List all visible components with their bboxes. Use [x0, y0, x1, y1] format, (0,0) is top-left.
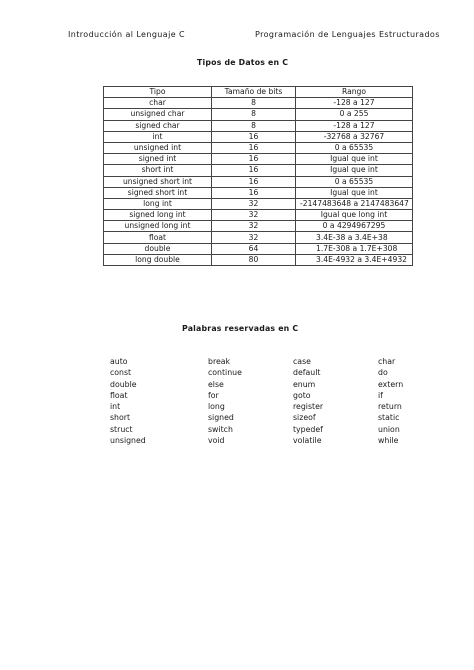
- bits-cell: 16: [212, 187, 296, 198]
- keyword: break: [208, 357, 231, 366]
- bits-cell: 16: [212, 165, 296, 176]
- bits-cell: 80: [212, 254, 296, 265]
- bits-cell: 32: [212, 198, 296, 209]
- type-cell: unsigned int: [104, 142, 212, 153]
- bits-cell: 8: [212, 109, 296, 120]
- table-row: [104, 176, 413, 187]
- keyword: for: [208, 390, 219, 400]
- keyword: default: [293, 368, 321, 378]
- range-cell: 3.4E-38 a 3.4E+38: [296, 232, 413, 243]
- type-cell: int: [104, 131, 212, 142]
- table-row: [104, 109, 413, 120]
- keyword: unsigned: [110, 436, 146, 446]
- keyword: return: [378, 402, 402, 412]
- type-cell: char: [104, 98, 212, 109]
- keyword: register: [293, 402, 324, 412]
- column-header: Tipo: [104, 87, 212, 98]
- keyword: typedef: [293, 424, 323, 434]
- keyword: signed: [208, 413, 234, 423]
- keyword: goto: [293, 390, 311, 400]
- table-row: [104, 254, 413, 265]
- keyword: union: [378, 424, 400, 434]
- keywords-grid: [110, 356, 438, 446]
- type-cell: signed long int: [104, 210, 212, 221]
- keyword: extern: [378, 379, 404, 389]
- keyword: while: [378, 436, 399, 446]
- type-cell: long int: [104, 198, 212, 209]
- type-cell: unsigned short int: [104, 176, 212, 187]
- bits-cell: 16: [212, 142, 296, 153]
- range-cell: 3.4E-4932 a 3.4E+4932: [296, 254, 413, 265]
- range-cell: 0 a 4294967295: [296, 221, 413, 232]
- bits-cell: 32: [212, 232, 296, 243]
- range-cell: -2147483648 a 2147483647: [296, 198, 413, 209]
- type-cell: unsigned char: [104, 109, 212, 120]
- data-types-table: [103, 86, 413, 266]
- table-row: [104, 131, 413, 142]
- range-cell: 1.7E-308 a 1.7E+308: [296, 243, 413, 254]
- keywords-title: Palabras reservadas en C: [182, 324, 299, 333]
- range-cell: Igual que int: [296, 154, 413, 165]
- type-cell: signed short int: [104, 187, 212, 198]
- table-row: [104, 243, 413, 254]
- range-cell: 0 a 65535: [296, 142, 413, 153]
- keyword: static: [378, 413, 400, 423]
- table-row: [104, 232, 413, 243]
- type-cell: long double: [104, 254, 212, 265]
- bits-cell: 16: [212, 154, 296, 165]
- types-table-title: Tipos de Datos en C: [197, 58, 289, 67]
- keyword: const: [110, 368, 132, 378]
- type-cell: short int: [104, 165, 212, 176]
- type-cell: unsigned long int: [104, 221, 212, 232]
- header-left: Introducción al Lenguaje C: [68, 30, 185, 39]
- keyword: else: [208, 379, 224, 389]
- bits-cell: 16: [212, 131, 296, 142]
- keyword: char: [378, 357, 396, 366]
- bits-cell: 64: [212, 243, 296, 254]
- table-row: [104, 187, 413, 198]
- table-header-row: [104, 87, 413, 98]
- keyword: switch: [208, 424, 233, 434]
- keyword: struct: [110, 424, 133, 434]
- range-cell: -128 a 127: [296, 120, 413, 131]
- keyword: enum: [293, 379, 316, 389]
- table-row: [104, 165, 413, 176]
- range-cell: Igual que int: [296, 187, 413, 198]
- table-row: [104, 154, 413, 165]
- range-cell: Igual que long int: [296, 210, 413, 221]
- keyword: void: [208, 436, 225, 446]
- table-row: [104, 120, 413, 131]
- type-cell: double: [104, 243, 212, 254]
- type-cell: signed char: [104, 120, 212, 131]
- bits-cell: 32: [212, 210, 296, 221]
- table-row: [104, 221, 413, 232]
- range-cell: -32768 a 32767: [296, 131, 413, 142]
- keyword: long: [208, 402, 225, 412]
- table-row: [104, 98, 413, 109]
- bits-cell: 8: [212, 98, 296, 109]
- bits-cell: 16: [212, 176, 296, 187]
- keyword: if: [378, 390, 383, 400]
- keyword: float: [110, 390, 128, 400]
- keyword: sizeof: [293, 413, 316, 423]
- keyword: case: [293, 357, 311, 366]
- column-header: Rango: [296, 87, 413, 98]
- keyword: int: [110, 402, 121, 412]
- keyword: do: [378, 368, 388, 378]
- table-row: [104, 198, 413, 209]
- column-header: Tamaño de bits: [212, 87, 296, 98]
- keyword: short: [110, 413, 131, 423]
- table-row: [104, 210, 413, 221]
- range-cell: Igual que int: [296, 165, 413, 176]
- type-cell: float: [104, 232, 212, 243]
- bits-cell: 8: [212, 120, 296, 131]
- keyword: volatile: [293, 436, 322, 446]
- keyword: double: [110, 379, 137, 389]
- range-cell: 0 a 255: [296, 109, 413, 120]
- keyword: auto: [110, 357, 128, 366]
- range-cell: 0 a 65535: [296, 176, 413, 187]
- table-row: [104, 142, 413, 153]
- type-cell: signed int: [104, 154, 212, 165]
- bits-cell: 32: [212, 221, 296, 232]
- header-right: Programación de Lenguajes Estructurados: [255, 30, 440, 39]
- range-cell: -128 a 127: [296, 98, 413, 109]
- keyword: continue: [208, 368, 242, 378]
